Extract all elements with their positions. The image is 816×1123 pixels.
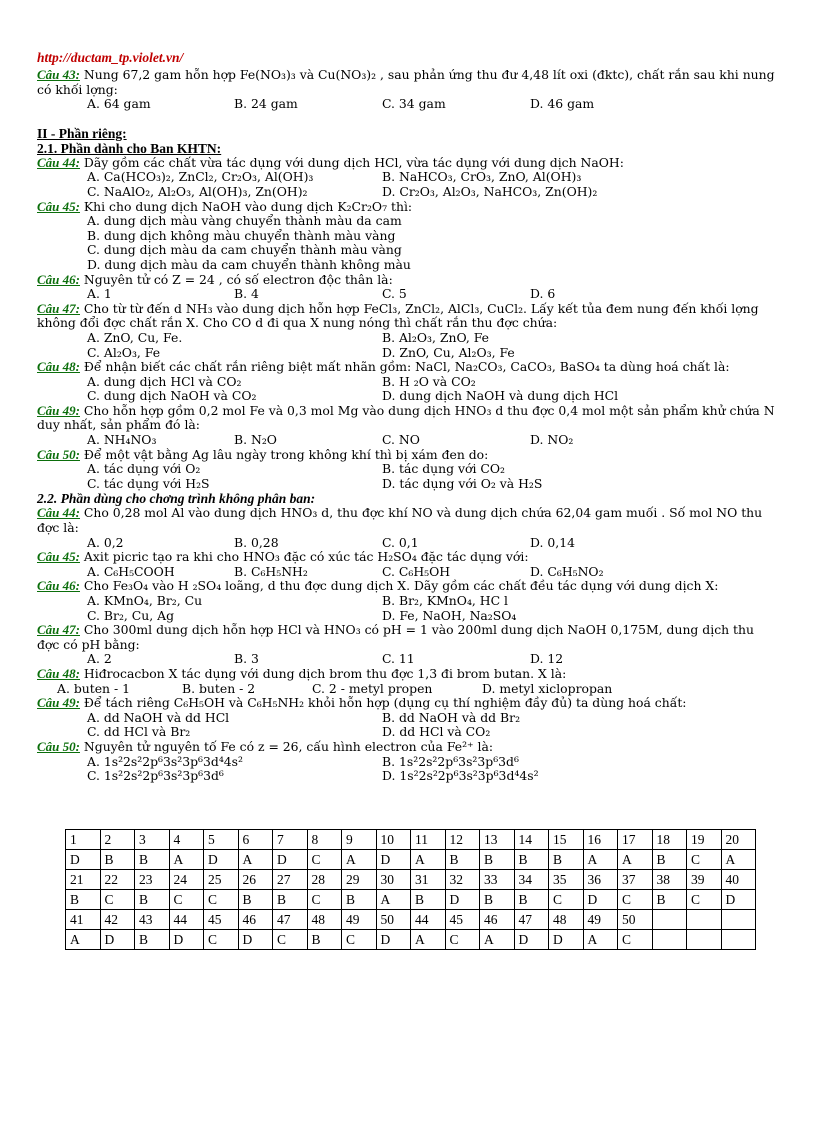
answer-cell: 13 (480, 830, 515, 850)
answer-cell (721, 910, 756, 930)
question-text: Khi cho dung dịch NaOH vào dung dịch K₂Cr₂O₇ thì: (79, 198, 413, 214)
option: B. tác dụng với CO₂ (382, 461, 505, 477)
answer-cell: 11 (411, 830, 446, 850)
option: B. NaHCO₃, CrO₃, ZnO, Al(OH)₃ (382, 169, 582, 185)
option: C. 1s²2s²2p⁶3s²3p⁶3d⁶ (87, 768, 224, 784)
option: A. 0,2 (87, 534, 124, 550)
answer-cell: 28 (307, 870, 342, 890)
answer-cell: 46 (480, 910, 515, 930)
option: C. 34 gam (382, 96, 446, 112)
option: C. Al₂O₃, Fe (87, 344, 161, 360)
question-options (37, 682, 777, 697)
question-43 (37, 68, 777, 97)
answer-row (66, 870, 756, 890)
question-label: Câu 46: (37, 271, 80, 287)
question (37, 696, 777, 711)
answer-row (66, 850, 756, 870)
option: C. 5 (382, 286, 407, 302)
option: B. 3 (234, 651, 259, 667)
answer-cell: 2 (100, 830, 135, 850)
answer-cell: 27 (273, 870, 308, 890)
option: C. NaAlO₂, Al₂O₃, Al(OH)₃, Zn(OH)₂ (87, 183, 308, 199)
exam-content (37, 68, 777, 784)
question (37, 667, 777, 682)
answer-cell: A (618, 850, 653, 870)
option: B. 1s²2s²2p⁶3s²3p⁶3d⁶ (382, 753, 519, 769)
option: B. H ₂O và CO₂ (382, 373, 476, 389)
answer-cell: D (376, 930, 411, 950)
answer-cell: 23 (135, 870, 170, 890)
option: D. metyl xiclopropan (482, 680, 613, 696)
answer-cell: 33 (480, 870, 515, 890)
answer-cell: 4 (169, 830, 204, 850)
section-heading: II - Phần riêng: (37, 125, 127, 141)
option: A. C₆H₅COOH (87, 563, 175, 579)
answer-row (66, 910, 756, 930)
question-text: Cho hỗn hợp gồm 0,2 mol Fe và 0,3 mol Mg vào dung dịch HNO₃ d thu đợc 0,4 mol một sản phẩm khử chứa N duy nhất, sản phẩm đó là: (37, 402, 775, 433)
question-label: Câu 48: (37, 359, 80, 375)
option: A. KMnO₄, Br₂, Cu (87, 593, 203, 608)
answer-row (66, 830, 756, 850)
answer-cell: 10 (376, 830, 411, 850)
answer-cell: 25 (204, 870, 239, 890)
answer-cell: A (411, 930, 446, 950)
answer-cell: 26 (238, 870, 273, 890)
option: A. dung dịch màu vàng chuyển thành màu da cam (87, 213, 402, 229)
answer-cell: A (342, 850, 377, 870)
question-label: Câu 50: (37, 738, 80, 754)
answer-cell: 3 (135, 830, 170, 850)
option: A. dd NaOH và dd HCl (87, 709, 230, 725)
answer-cell: 21 (66, 870, 101, 890)
question-label: Câu 45: (37, 198, 80, 214)
option: D. 46 gam (530, 96, 595, 112)
answer-cell: 50 (618, 910, 653, 930)
answer-cell: 31 (411, 870, 446, 890)
question (37, 156, 777, 171)
answer-cell: 24 (169, 870, 204, 890)
answer-cell (721, 930, 756, 950)
question-text: Cho Fe₃O₄ vào H ₂SO₄ loãng, d thu đợc dung dịch X. Dãy gồm các chất đều tác dụng với dung dịch X: (79, 578, 719, 594)
answer-cell: 47 (273, 910, 308, 930)
answer-cell: A (376, 890, 411, 910)
answer-cell: 45 (204, 910, 239, 930)
option: A. 2 (87, 651, 112, 667)
answer-cell (652, 930, 687, 950)
question-options (37, 214, 777, 272)
question-label: Câu 50: (37, 446, 80, 462)
option: A. Ca(HCO₃)₂, ZnCl₂, Cr₂O₃, Al(OH)₃ (87, 169, 314, 185)
answer-cell: 37 (618, 870, 653, 890)
option: A. NH₄NO₃ (87, 432, 157, 448)
answer-cell: A (66, 930, 101, 950)
question-options (37, 375, 777, 404)
answer-cell: A (169, 850, 204, 870)
option: D. Fe, NaOH, Na₂SO₄ (382, 607, 517, 623)
question-text: Hiđrocacbon X tác dụng với dung dịch brom thu đợc 1,3 đi brom butan. X là: (79, 665, 567, 681)
option: B. C₆H₅NH₂ (234, 563, 308, 579)
option: C. 11 (382, 651, 415, 667)
question-text: Axit picric tạo ra khi cho HNO₃ đặc có xúc tác H₂SO₄ đặc tác dụng với: (79, 549, 529, 565)
answer-cell: C (618, 930, 653, 950)
option: B. buten - 2 (182, 680, 256, 696)
option: A. tác dụng với O₂ (87, 461, 201, 477)
option: D. 0,14 (530, 534, 575, 550)
answer-cell: D (100, 930, 135, 950)
option: B. N₂O (234, 432, 277, 448)
answer-cell: B (135, 930, 170, 950)
kpb-questions (37, 506, 777, 783)
question-label: Câu 43: (37, 67, 80, 82)
answer-cell: 48 (549, 910, 584, 930)
answer-cell: D (66, 850, 101, 870)
answer-cell: 29 (342, 870, 377, 890)
answer-cell: 40 (721, 870, 756, 890)
answer-cell: 30 (376, 870, 411, 890)
answer-cell: A (583, 850, 618, 870)
answer-cell: B (342, 890, 377, 910)
answer-cell (687, 930, 722, 950)
answer-cell: 38 (652, 870, 687, 890)
option: C. 2 - metyl propen (312, 680, 433, 696)
answer-cell: B (445, 850, 480, 870)
answer-cell: 45 (445, 910, 480, 930)
answer-cell: D (169, 930, 204, 950)
answer-cell: 8 (307, 830, 342, 850)
question-options (37, 287, 777, 302)
answer-cell: B (100, 850, 135, 870)
question (37, 579, 777, 594)
answer-cell: C (273, 930, 308, 950)
answer-cell: C (445, 930, 480, 950)
question (37, 273, 777, 288)
answer-cell: C (549, 890, 584, 910)
answer-cell: 32 (445, 870, 480, 890)
option: D. dung dịch NaOH và dung dịch HCl (382, 388, 619, 404)
option: B. Br₂, KMnO₄, HC l (382, 593, 508, 608)
answer-cell: 43 (135, 910, 170, 930)
answer-cell: A (238, 850, 273, 870)
answer-cell: D (376, 850, 411, 870)
option: C. dung dịch màu da cam chuyển thành màu vàng (87, 242, 402, 258)
question-label: Câu 44: (37, 505, 80, 521)
question-label: Câu 47: (37, 622, 80, 638)
option: D. ZnO, Cu, Al₂O₃, Fe (382, 344, 515, 360)
option: C. NO (382, 432, 420, 448)
answer-cell: A (411, 850, 446, 870)
answer-cell: 9 (342, 830, 377, 850)
answer-cell (652, 910, 687, 930)
option: D. tác dụng với O₂ và H₂S (382, 475, 543, 491)
question-text: Nguyên tử có Z = 24 , có số electron độc thân là: (79, 271, 393, 287)
option: D. Cr₂O₃, Al₂O₃, NaHCO₃, Zn(OH)₂ (382, 183, 598, 199)
question-text: Để tách riêng C₆H₅OH và C₆H₅NH₂ khỏi hỗn hợp (dụng cụ thí nghiệm đầy đủ) ta dùng hoá chất: (79, 695, 687, 711)
answer-cell: 16 (583, 830, 618, 850)
option: D. NO₂ (530, 432, 574, 448)
answer-cell: C (618, 890, 653, 910)
answer-cell: B (480, 890, 515, 910)
option: A. 1 (87, 286, 112, 302)
answer-cell: D (445, 890, 480, 910)
answer-cell: C (204, 930, 239, 950)
answer-cell: B (411, 890, 446, 910)
answer-cell: C (100, 890, 135, 910)
option: C. 0,1 (382, 534, 419, 550)
answer-cell: 6 (238, 830, 273, 850)
question-options (37, 711, 777, 740)
answer-cell: 42 (100, 910, 135, 930)
answer-cell: D (721, 890, 756, 910)
answer-cell: B (66, 890, 101, 910)
question-options (37, 331, 777, 360)
question (37, 200, 777, 215)
question-options (37, 462, 777, 491)
option: B. dung dịch không màu chuyển thành màu vàng (87, 227, 396, 243)
answer-cell: D (549, 930, 584, 950)
answer-cell: B (652, 890, 687, 910)
question-options (37, 652, 777, 667)
answer-cell: 39 (687, 870, 722, 890)
option: B. Al₂O₃, ZnO, Fe (382, 329, 490, 345)
answer-cell: 5 (204, 830, 239, 850)
answer-cell: C (307, 890, 342, 910)
source-url[interactable]: http://ductam_tp.violet.vn/ (37, 50, 184, 65)
answer-cell: 35 (549, 870, 584, 890)
answer-cell: 46 (238, 910, 273, 930)
question-options (37, 565, 777, 580)
answer-row (66, 930, 756, 950)
answer-cell: 22 (100, 870, 135, 890)
question (37, 360, 777, 375)
question-options (37, 594, 777, 623)
option: B. 4 (234, 286, 259, 302)
answer-cell: D (273, 850, 308, 870)
answer-cell: 36 (583, 870, 618, 890)
question (37, 404, 777, 433)
option: D. C₆H₅NO₂ (530, 563, 604, 579)
option: A. buten - 1 (57, 680, 130, 696)
question (37, 740, 777, 755)
answer-cell: B (135, 890, 170, 910)
answer-cell: C (307, 850, 342, 870)
question-43-options (37, 97, 777, 112)
question (37, 302, 777, 331)
answer-cell: 41 (66, 910, 101, 930)
answer-cell: B (549, 850, 584, 870)
answer-cell: 34 (514, 870, 549, 890)
answer-cell: 19 (687, 830, 722, 850)
answer-cell: 48 (307, 910, 342, 930)
question-options (37, 433, 777, 448)
option: C. dung dịch NaOH và CO₂ (87, 388, 257, 404)
question-label: Câu 48: (37, 665, 80, 681)
answer-cell: D (514, 930, 549, 950)
question-label: Câu 47: (37, 300, 80, 316)
option: D. dd HCl và CO₂ (382, 724, 491, 740)
answer-cell: B (307, 930, 342, 950)
question-label: Câu 49: (37, 402, 80, 418)
option: C. dd HCl và Br₂ (87, 724, 191, 740)
option: A. 1s²2s²2p⁶3s²3p⁶3d⁴4s² (87, 753, 244, 769)
answer-row (66, 890, 756, 910)
question-text: Cho 0,28 mol Al vào dung dịch HNO₃ d, thu đợc khí NO và dung dịch chứa 62,04 gam muối . Số mol NO thu đợc là: (37, 505, 763, 536)
section-heading-khtn: 2.1. Phần dành cho Ban KHTN: (37, 140, 222, 156)
answer-cell: 18 (652, 830, 687, 850)
answer-cell: 49 (342, 910, 377, 930)
answer-cell: 15 (549, 830, 584, 850)
option: A. dung dịch HCl và CO₂ (87, 373, 242, 389)
question-options (37, 755, 777, 784)
section-heading-kpb: 2.2. Phần dùng cho chơng trình không phân ban: (37, 491, 316, 507)
answer-cell: C (687, 890, 722, 910)
answer-cell: 50 (376, 910, 411, 930)
answer-cell: 12 (445, 830, 480, 850)
question-options (37, 536, 777, 551)
option: D. 12 (530, 651, 564, 667)
answer-cell: C (342, 930, 377, 950)
question (37, 623, 777, 652)
answer-cell: A (583, 930, 618, 950)
option: B. dd NaOH và dd Br₂ (382, 709, 521, 725)
option: A. 64 gam (87, 96, 151, 112)
question-label: Câu 44: (37, 154, 80, 170)
answer-cell: B (514, 890, 549, 910)
answer-cell: A (721, 850, 756, 870)
question-label: Câu 46: (37, 578, 80, 594)
question-text: Nguyên tử nguyên tố Fe có z = 26, cấu hình electron của Fe²⁺ là: (79, 738, 494, 754)
answer-cell: A (480, 930, 515, 950)
option: A. ZnO, Cu, Fe. (87, 329, 183, 345)
answer-cell (687, 910, 722, 930)
answer-cell: B (480, 850, 515, 870)
question (37, 506, 777, 535)
answer-table (65, 829, 756, 950)
answer-cell: 44 (169, 910, 204, 930)
question-text: Để một vật bằng Ag lâu ngày trong không khí thì bị xám đen do: (79, 446, 489, 462)
answer-cell: 49 (583, 910, 618, 930)
option: B. 24 gam (234, 96, 298, 112)
question-text: Cho 300ml dung dịch hỗn hợp HCl và HNO₃ có pH = 1 vào 200ml dung dịch NaOH 0,175M, dung dịch thu đợc có pH bằng: (37, 622, 754, 652)
answer-cell: C (204, 890, 239, 910)
answer-cell: B (273, 890, 308, 910)
option: B. 0,28 (234, 534, 279, 550)
answer-cell: D (238, 930, 273, 950)
question-text: Nung 67,2 gam hỗn hợp Fe(NO₃)₃ và Cu(NO₃)₂ , sau phản ứng thu đư 4,48 lít oxi (đktc), chất rắn sau khi nung có khối lợng: (37, 67, 775, 97)
question-text: Để nhận biết các chất rắn riêng biệt mất nhãn gồm: NaCl, Na₂CO₃, CaCO₃, BaSO₄ ta dùng hoá chất là: (79, 359, 730, 375)
answer-cell: C (687, 850, 722, 870)
answer-cell: B (514, 850, 549, 870)
question-label: Câu 49: (37, 695, 80, 711)
option: D. 6 (530, 286, 556, 302)
answer-cell: B (652, 850, 687, 870)
answer-cell: 1 (66, 830, 101, 850)
option: C. C₆H₅OH (382, 563, 451, 579)
question-text: Cho từ từ đến d NH₃ vào dung dịch hỗn hợp FeCl₃, ZnCl₂, AlCl₃, CuCl₂. Lấy kết tủa đem nung đến khối lợng không đổi đợc chất rắn X. Cho CO d đi qua X nung nóng thì chất rắn thu đợc chứa: (37, 300, 759, 331)
answer-cell: B (135, 850, 170, 870)
answer-cell: D (583, 890, 618, 910)
option: C. Br₂, Cu, Ag (87, 607, 175, 623)
option: D. dung dịch màu da cam chuyển thành không màu (87, 256, 411, 272)
answer-cell: B (238, 890, 273, 910)
answer-cell: C (169, 890, 204, 910)
option: C. tác dụng với H₂S (87, 475, 210, 491)
answer-cell: 20 (721, 830, 756, 850)
question-label: Câu 45: (37, 549, 80, 565)
answer-cell: 44 (411, 910, 446, 930)
answer-cell: 17 (618, 830, 653, 850)
question (37, 550, 777, 565)
answer-cell: 47 (514, 910, 549, 930)
question-text: Dãy gồm các chất vừa tác dụng với dung dịch HCl, vừa tác dụng với dung dịch NaOH: (79, 154, 624, 170)
answer-cell: 14 (514, 830, 549, 850)
khtn-questions (37, 156, 777, 492)
answer-cell: D (204, 850, 239, 870)
option: D. 1s²2s²2p⁶3s²3p⁶3d⁴4s² (382, 768, 539, 784)
answer-cell: 7 (273, 830, 308, 850)
question-options (37, 170, 777, 199)
question (37, 448, 777, 463)
